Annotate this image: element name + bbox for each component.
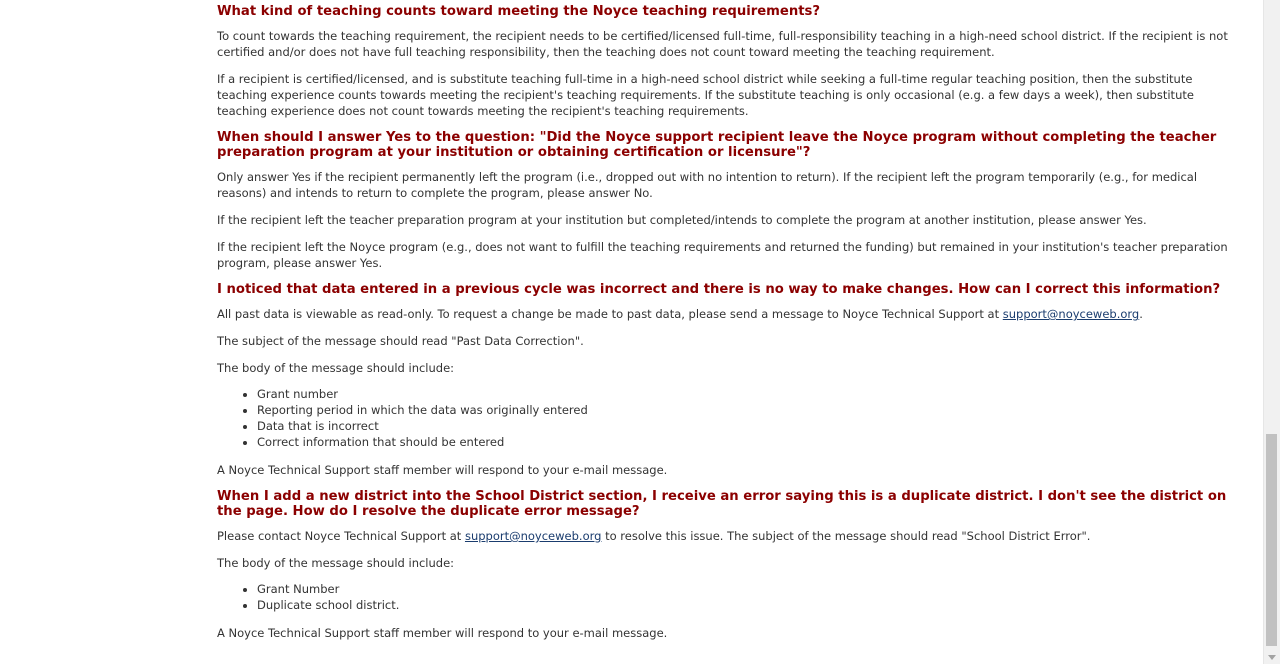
faq-answer-paragraph — [217, 528, 1239, 544]
faq-answer-paragraph: A Noyce Technical Support staff member will respond to your e-mail message. — [217, 463, 668, 477]
support-email-link[interactable]: support@noyceweb.org — [1002, 307, 1140, 321]
answer-text: All past data is viewable as read-only. To request a change be made to past data, please send a message to Noyce Technical Support at — [217, 307, 1003, 321]
answer-text: to resolve this issue. The subject of the message should read "School District Error". — [601, 529, 1091, 543]
list-item: • Duplicate school district. — [257, 597, 1239, 613]
faq-answer-paragraph: A Noyce Technical Support staff member will respond to your e-mail message. — [217, 626, 668, 640]
faq-question-duplicate-district: When I add a new district into the School District section, I receive an error saying this is a duplicate district. I don't see the district on the page. How do I resolve the duplicate error message? — [217, 489, 1227, 519]
faq-question-teaching-counts: What kind of teaching counts toward meeting the Noyce teaching requirements? — [217, 4, 821, 19]
answer-text: Please contact Noyce Technical Support at — [217, 529, 465, 543]
faq-answer-paragraph: If the recipient left the teacher preparation program at your institution but completed/intends to complete the program at another institution, please answer Yes. — [217, 213, 1147, 227]
scrollbar-thumb[interactable] — [1266, 434, 1277, 646]
faq-answer-paragraph: The body of the message should include: — [217, 361, 455, 375]
support-email-link[interactable]: support@noyceweb.org — [464, 529, 602, 543]
message-body-list — [217, 581, 1239, 613]
faq-answer-paragraph: The subject of the message should read "Past Data Correction". — [217, 334, 584, 348]
faq-answer-paragraph — [217, 306, 1239, 322]
list-item: • Reporting period in which the data was originally entered — [257, 402, 1239, 418]
list-item: • Data that is incorrect — [257, 418, 1239, 434]
faq-question-answer-yes: When should I answer Yes to the question: "Did the Noyce support recipient leave the Noyce program without completing the teacher preparation program at your institution or obtaining certification or licensure"? — [217, 130, 1217, 160]
faq-answer-paragraph: Only answer Yes if the recipient permanently left the program (i.e., dropped out with no intention to return). If the recipient left the program temporarily (e.g., for medical reasons) and intends to return to complete the program, please answer No. — [217, 170, 1198, 200]
scroll-down-arrow-icon[interactable] — [1268, 655, 1276, 660]
faq-content — [217, 0, 1239, 652]
faq-answer-paragraph: If the recipient left the Noyce program (e.g., does not want to fulfill the teaching requirements and returned the funding) but remained in your institution's teacher preparation program, please answer Yes. — [217, 240, 1228, 270]
message-body-list — [217, 386, 1239, 450]
answer-text: . — [1139, 307, 1143, 321]
faq-question-past-data: I noticed that data entered in a previous cycle was incorrect and there is no way to make changes. How can I correct this information? — [217, 282, 1221, 297]
list-item: • Grant number — [257, 386, 1239, 402]
list-item: • Correct information that should be entered — [257, 434, 1239, 450]
list-item: • Grant Number — [257, 581, 1239, 597]
faq-answer-paragraph: The body of the message should include: — [217, 556, 455, 570]
faq-answer-paragraph: If a recipient is certified/licensed, and is substitute teaching full-time in a high-need school district while seeking a full-time regular teaching position, then the substitute teaching experience counts towards meeting the recipient's teaching requirements. If the substitute teaching is only occasional (e.g. a few days a week), then substitute teaching experience does not count towards meeting the recipient's teaching requirements. — [217, 72, 1194, 118]
faq-answer-paragraph: To count towards the teaching requirement, the recipient needs to be certified/licensed full-time, full-responsibility teaching in a high-need school district. If the recipient is not certified and/or does not have full teaching responsibility, then the teaching does not count toward meeting the teaching requirement. — [217, 29, 1228, 59]
vertical-scrollbar[interactable] — [1263, 0, 1280, 664]
